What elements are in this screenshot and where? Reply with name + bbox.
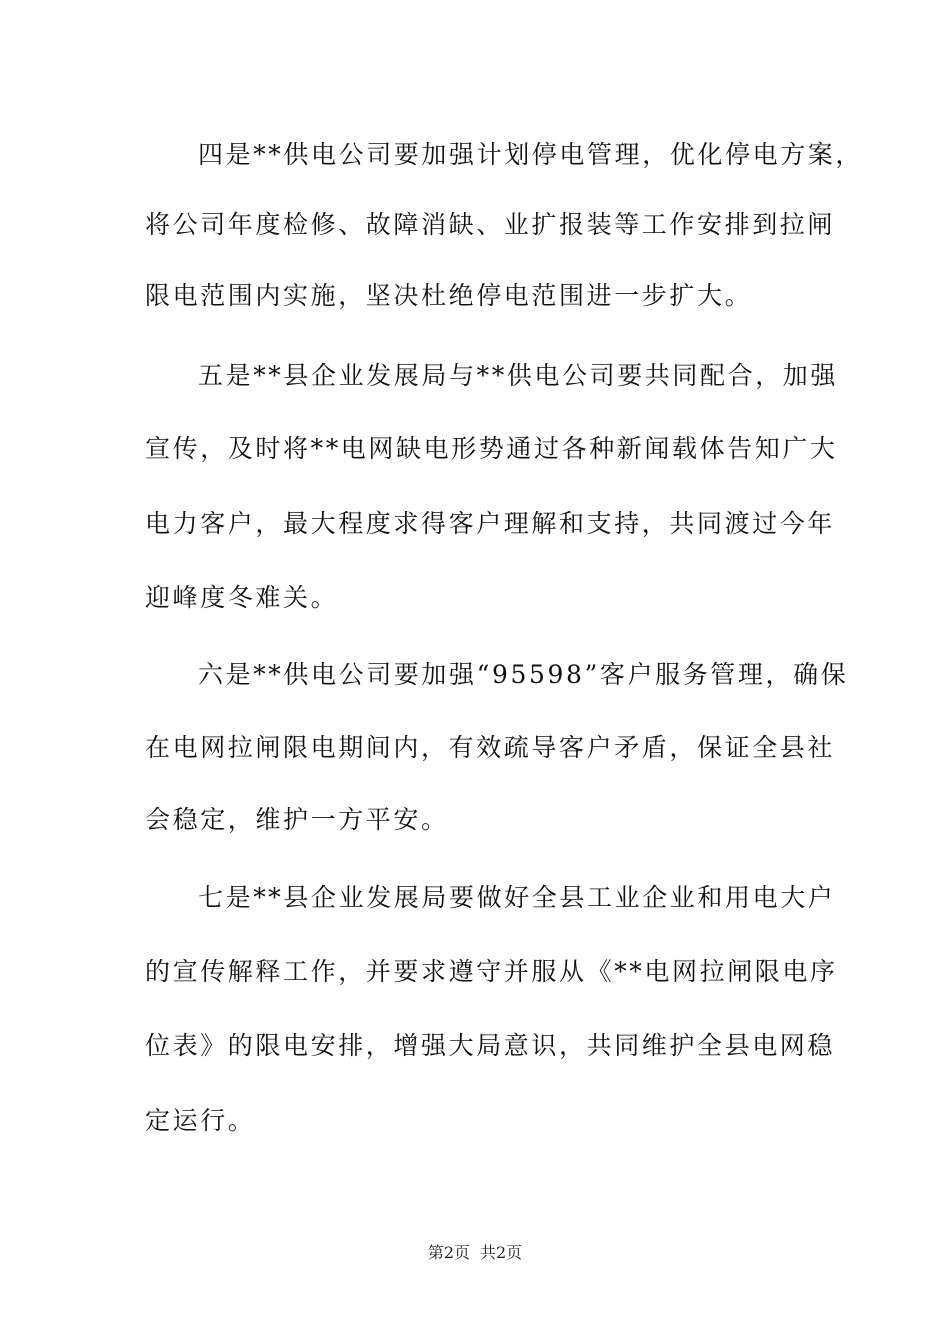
paragraph-3-line-3: 会稳定，维护一方平安。 xyxy=(145,805,449,834)
paragraph-2-line-2: 宣传，及时将**电网缺电形势通过各种新闻载体告知广大 xyxy=(145,434,838,463)
page-number-current: 第2页 xyxy=(427,1243,470,1262)
paragraph-3-line-1: 六是**供电公司要加强“95598”客户服务管理，确保 xyxy=(198,660,849,689)
page-footer xyxy=(0,1240,950,1266)
paragraph-4-line-1: 七是**县企业发展局要做好全县工业企业和用电大户 xyxy=(198,883,836,912)
paragraph-2-line-3: 电力客户，最大程度求得客户理解和支持，共同渡过今年 xyxy=(145,509,836,538)
paragraph-1-line-2: 将公司年度检修、故障消缺、业扩报装等工作安排到拉闸 xyxy=(145,210,836,239)
paragraph-1-line-3: 限电范围内实施，坚决杜绝停电范围进一步扩大。 xyxy=(145,281,753,310)
paragraph-4-line-2: 的宣传解释工作，并要求遵守并服从《**电网拉闸限电序 xyxy=(145,957,838,986)
paragraph-2-line-4: 迎峰度冬难关。 xyxy=(145,583,339,612)
paragraph-1-line-1: 四是**供电公司要加强计划停电管理，优化停电方案， xyxy=(198,140,864,169)
paragraph-3-line-2: 在电网拉闸限电期间内，有效疏导客户矛盾，保证全县社 xyxy=(145,733,836,762)
page-number-total: 共2页 xyxy=(480,1243,523,1262)
paragraph-4-line-4: 定运行。 xyxy=(145,1106,256,1135)
paragraph-2-line-1: 五是**县企业发展局与**供电公司要共同配合，加强 xyxy=(198,361,839,390)
paragraph-4-line-3: 位表》的限电安排，增强大局意识，共同维护全县电网稳 xyxy=(145,1031,836,1060)
